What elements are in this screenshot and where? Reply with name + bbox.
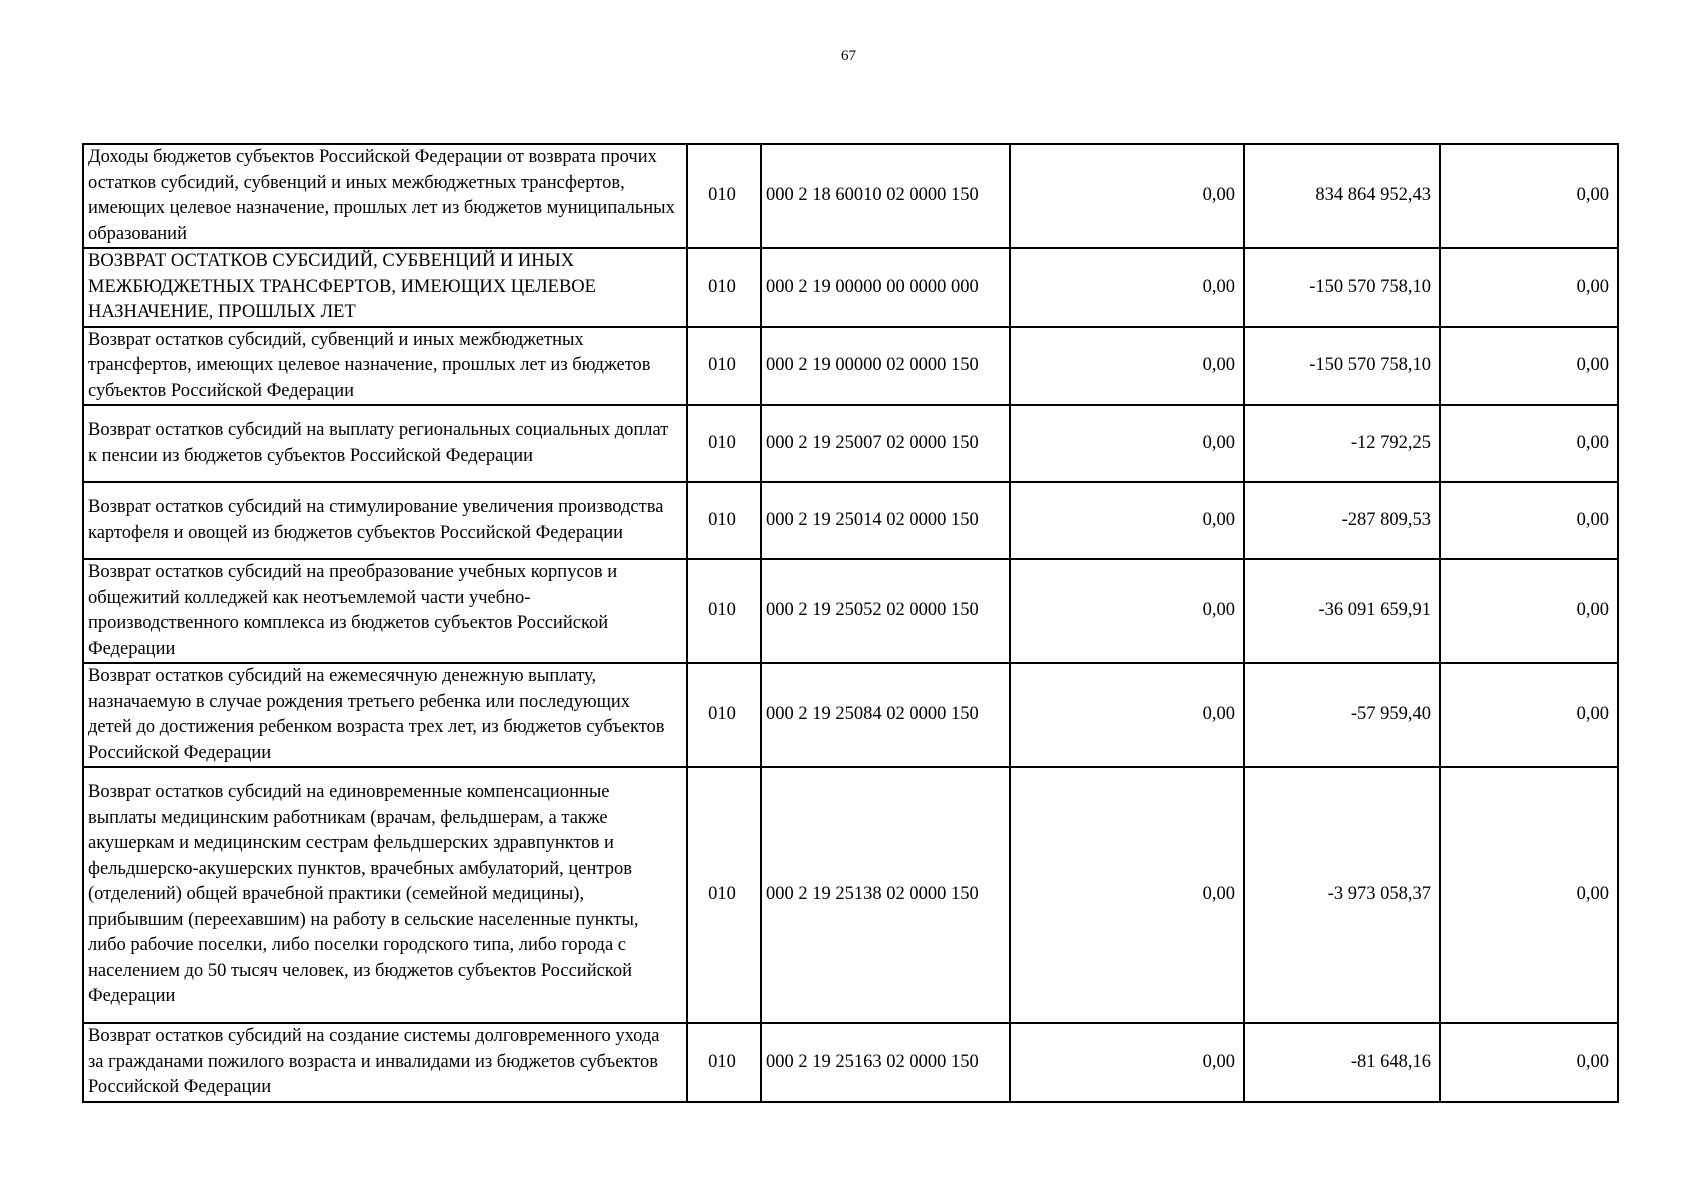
line-code-cell: 010 xyxy=(687,1023,761,1102)
income-name-cell: Возврат остатков субсидий на ежемесячную денежную выплату, назначаемую в случае рождения третьего ребенка или последующих детей до достижения ребенком возраста трех лет, из бюджетов субъектов Российской Федерации xyxy=(83,663,687,767)
amount-cell-1: 0,00 xyxy=(1010,248,1244,327)
table-row xyxy=(83,144,1618,248)
amount-cell-2: -12 792,25 xyxy=(1244,405,1440,482)
income-name-cell: Возврат остатков субсидий на создание системы долговременного ухода за гражданами пожилого возраста и инвалидами из бюджетов субъектов Российской Федерации xyxy=(83,1023,687,1102)
income-name-cell: Возврат остатков субсидий на стимулирование увеличения производства картофеля и овощей из бюджетов субъектов Российской Федерации xyxy=(83,482,687,559)
classification-code-cell: 000 2 19 25007 02 0000 150 xyxy=(761,405,1010,482)
amount-cell-1: 0,00 xyxy=(1010,482,1244,559)
amount-cell-3: 0,00 xyxy=(1440,327,1618,406)
amount-cell-3: 0,00 xyxy=(1440,663,1618,767)
table-row xyxy=(83,327,1618,406)
amount-cell-2: -57 959,40 xyxy=(1244,663,1440,767)
line-code-cell: 010 xyxy=(687,144,761,248)
amount-cell-2: -81 648,16 xyxy=(1244,1023,1440,1102)
classification-code-cell: 000 2 19 25163 02 0000 150 xyxy=(761,1023,1010,1102)
amount-cell-3: 0,00 xyxy=(1440,482,1618,559)
amount-cell-2: 834 864 952,43 xyxy=(1244,144,1440,248)
table-row xyxy=(83,482,1618,559)
line-code-cell: 010 xyxy=(687,482,761,559)
amount-cell-3: 0,00 xyxy=(1440,144,1618,248)
table-row xyxy=(83,663,1618,767)
amount-cell-3: 0,00 xyxy=(1440,405,1618,482)
amount-cell-2: -150 570 758,10 xyxy=(1244,248,1440,327)
amount-cell-1: 0,00 xyxy=(1010,663,1244,767)
classification-code-cell: 000 2 19 25084 02 0000 150 xyxy=(761,663,1010,767)
amount-cell-2: -36 091 659,91 xyxy=(1244,559,1440,663)
table-row xyxy=(83,559,1618,663)
table-row xyxy=(83,1023,1618,1102)
classification-code-cell: 000 2 19 00000 00 0000 000 xyxy=(761,248,1010,327)
table-row xyxy=(83,405,1618,482)
amount-cell-2: -287 809,53 xyxy=(1244,482,1440,559)
page-number: 67 xyxy=(841,48,856,64)
classification-code-cell: 000 2 18 60010 02 0000 150 xyxy=(761,144,1010,248)
amount-cell-3: 0,00 xyxy=(1440,559,1618,663)
line-code-cell: 010 xyxy=(687,663,761,767)
line-code-cell: 010 xyxy=(687,327,761,406)
amount-cell-1: 0,00 xyxy=(1010,559,1244,663)
amount-cell-1: 0,00 xyxy=(1010,767,1244,1023)
amount-cell-1: 0,00 xyxy=(1010,405,1244,482)
income-name-cell: Возврат остатков субсидий на единовременные компенсационные выплаты медицинским работникам (врачам, фельдшерам, а также акушеркам и медицинским сестрам фельдшерских здравпунктов и фельдшерско-акушерских пунктов, врачебных амбулаторий, центров (отделений) общей врачебной практики (семейной медицины), прибывшим (переехавшим) на работу в сельские населенные пункты, либо рабочие поселки, либо поселки городского типа, либо города с населением до 50 тысяч человек, из бюджетов субъектов Российской Федерации xyxy=(83,767,687,1023)
classification-code-cell: 000 2 19 00000 02 0000 150 xyxy=(761,327,1010,406)
classification-code-cell: 000 2 19 25014 02 0000 150 xyxy=(761,482,1010,559)
income-name-cell: Возврат остатков субсидий на преобразование учебных корпусов и общежитий колледжей как неотъемлемой части учебно-производственного комплекса из бюджетов субъектов Российской Федерации xyxy=(83,559,687,663)
line-code-cell: 010 xyxy=(687,559,761,663)
income-name-cell: Доходы бюджетов субъектов Российской Федерации от возврата прочих остатков субсидий, субвенций и иных межбюджетных трансфертов, имеющих целевое назначение, прошлых лет из бюджетов муниципальных образований xyxy=(83,144,687,248)
table-row xyxy=(83,248,1618,327)
amount-cell-3: 0,00 xyxy=(1440,1023,1618,1102)
income-name-cell: Возврат остатков субсидий на выплату региональных социальных доплат к пенсии из бюджетов субъектов Российской Федерации xyxy=(83,405,687,482)
line-code-cell: 010 xyxy=(687,767,761,1023)
amount-cell-2: -150 570 758,10 xyxy=(1244,327,1440,406)
amount-cell-3: 0,00 xyxy=(1440,248,1618,327)
amount-cell-3: 0,00 xyxy=(1440,767,1618,1023)
amount-cell-1: 0,00 xyxy=(1010,144,1244,248)
amount-cell-2: -3 973 058,37 xyxy=(1244,767,1440,1023)
amount-cell-1: 0,00 xyxy=(1010,1023,1244,1102)
income-name-cell: ВОЗВРАТ ОСТАТКОВ СУБСИДИЙ, СУБВЕНЦИЙ И ИНЫХ МЕЖБЮДЖЕТНЫХ ТРАНСФЕРТОВ, ИМЕЮЩИХ ЦЕЛЕВОЕ НАЗНАЧЕНИЕ, ПРОШЛЫХ ЛЕТ xyxy=(83,248,687,327)
line-code-cell: 010 xyxy=(687,248,761,327)
classification-code-cell: 000 2 19 25138 02 0000 150 xyxy=(761,767,1010,1023)
line-code-cell: 010 xyxy=(687,405,761,482)
classification-code-cell: 000 2 19 25052 02 0000 150 xyxy=(761,559,1010,663)
budget-table xyxy=(82,143,1619,1103)
amount-cell-1: 0,00 xyxy=(1010,327,1244,406)
table-row xyxy=(83,767,1618,1023)
income-name-cell: Возврат остатков субсидий, субвенций и иных межбюджетных трансфертов, имеющих целевое назначение, прошлых лет из бюджетов субъектов Российской Федерации xyxy=(83,327,687,406)
